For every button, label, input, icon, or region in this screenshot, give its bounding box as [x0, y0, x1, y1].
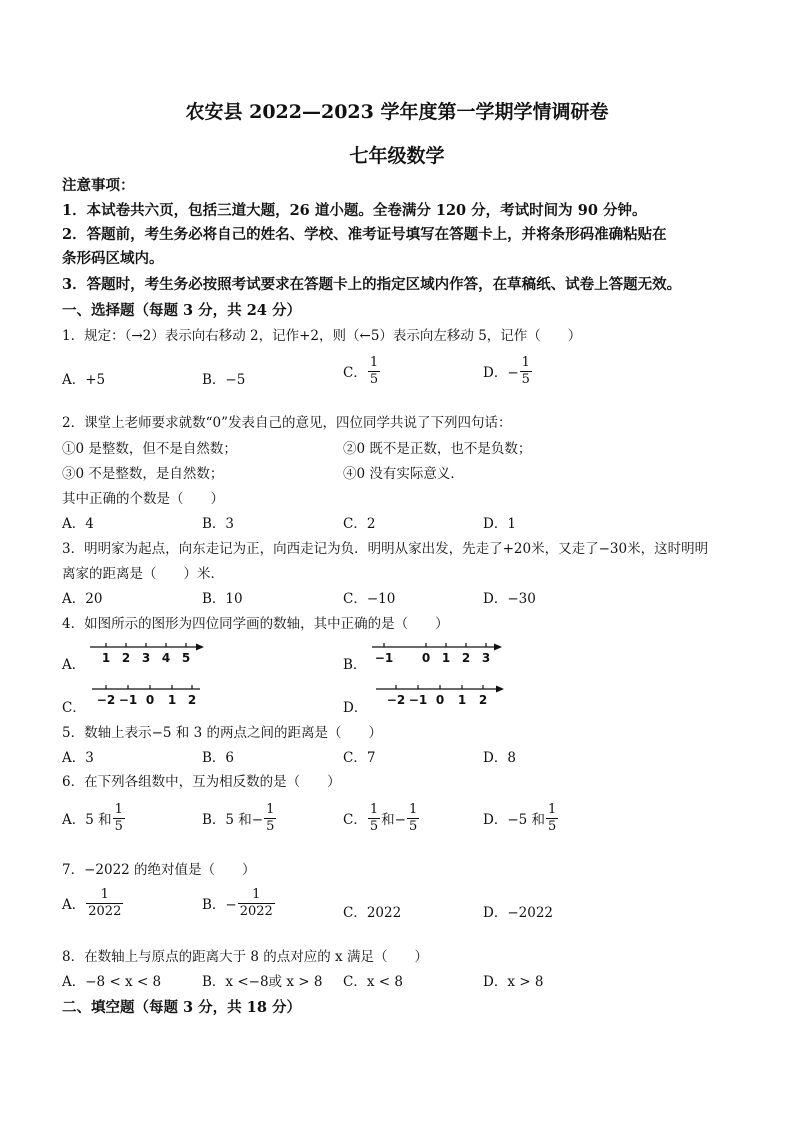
- exam-subtitle: 七年级数学: [349, 145, 445, 167]
- q5-option-d: D．8: [483, 750, 516, 766]
- q7-option-a: A． $\frac{1}{2022}$: [62, 887, 122, 919]
- tick-label: 3: [481, 651, 491, 665]
- tick-label: 4: [161, 651, 171, 665]
- q1-option-a: A．+5: [62, 372, 106, 388]
- q3-option-c: C．−10: [343, 591, 396, 607]
- q4-option-d-label: D．: [343, 700, 368, 716]
- q5-option-b: B．6: [202, 750, 235, 766]
- tick-label: 5: [181, 651, 191, 665]
- q4-option-c-label: C．: [62, 700, 86, 716]
- exam-title: 农安县 2022—2023 学年度第一学期学情调研卷: [185, 101, 609, 123]
- q2-option-c: C．2: [343, 516, 376, 532]
- notice-item-2-cont: 条形码区域内。: [62, 250, 164, 267]
- q2-option-b: B．3: [202, 516, 235, 532]
- tick-label: −1: [374, 651, 394, 665]
- notice-heading: 注意事项：: [62, 177, 135, 194]
- fraction: $\frac{1}{5}$: [266, 802, 275, 834]
- q8-option-a: A．−8 < x < 8: [62, 974, 162, 990]
- tick-label: −2: [386, 693, 406, 707]
- fraction: $\frac{1}{5}$: [114, 802, 123, 834]
- question-5-stem: 5．数轴上表示−5 和 3 的两点之间的距离是（ ）: [62, 725, 382, 741]
- q4-option-a-label: A．: [62, 657, 86, 673]
- question-8-stem: 8．在数轴上与原点的距离大于 8 的点对应的 x 满足（ ）: [62, 949, 428, 965]
- question-3-stem: 3．明明家为起点，向东走记为正，向西走记为负．明明从家出发，先走了+20米，又走了−30米，这时明明: [62, 541, 709, 557]
- fraction: $\frac{1}{5}$: [369, 802, 379, 834]
- question-2-stem: 2．课堂上老师要求就数“0”发表自己的意见，四位同学共说了下列四句话：: [62, 415, 512, 431]
- fraction: $\frac{1}{5}$: [408, 802, 418, 834]
- q2-ask: 其中正确的个数是（ ）: [62, 491, 224, 507]
- q7-option-d: D．−2022: [483, 905, 553, 921]
- tick-label: 1: [441, 651, 451, 665]
- q6-option-a: A．5 和 $\frac{1}{5}$: [62, 802, 123, 834]
- notice-item-2: 2．答题前，考生务必将自己的姓名、学校、准考证号填写在答题卡上，并将条形码准确粘贴在: [62, 226, 667, 243]
- tick-label: 1: [457, 693, 467, 707]
- question-6-stem: 6．在下列各组数中，互为相反数的是（ ）: [62, 774, 341, 790]
- q8-option-b: B．x <−8或 x > 8: [202, 974, 323, 990]
- tick-label: 2: [461, 651, 471, 665]
- q5-option-a: A．3: [62, 750, 94, 766]
- fraction: $\frac{1}{5}$: [548, 802, 557, 834]
- notice-item-3: 3．答题时，考生务必按照考试要求在答题卡上的指定区域内作答，在草稿纸、试卷上答题无效。: [62, 276, 682, 293]
- tick-label: 0: [435, 693, 445, 707]
- question-3-stem-cont: 离家的距离是（ ）米．: [62, 566, 224, 582]
- fraction: $\frac{1}{2022}$: [88, 887, 122, 919]
- tick-label: 0: [421, 651, 431, 665]
- fraction: $\frac{1}{5}$: [369, 355, 379, 387]
- tick-label: −1: [408, 693, 428, 707]
- tick-label: 3: [141, 651, 151, 665]
- q2-option-d: D．1: [483, 516, 516, 532]
- q4-option-b-label: B．: [343, 657, 367, 673]
- tick-label: 0: [145, 693, 155, 707]
- q5-option-c: C．7: [343, 750, 376, 766]
- q7-option-b: B．− $\frac{1}{2022}$: [202, 887, 273, 919]
- tick-label: 2: [478, 693, 488, 707]
- q2-option-a: A．4: [62, 516, 94, 532]
- number-line-b: [368, 640, 508, 666]
- q1-option-c: C． $\frac{1}{5}$: [343, 355, 379, 387]
- q2-statement-2: ②0 既不是正数，也不是负数；: [343, 441, 532, 457]
- fraction: $\frac{1}{2022}$: [239, 887, 273, 919]
- q6-option-b: B．5 和− $\frac{1}{5}$: [202, 802, 275, 834]
- tick-label: 1: [101, 651, 111, 665]
- notice-item-1: 1．本试卷共六页，包括三道大题，26 道小题。全卷满分 120 分，考试时间为 90 分钟。: [62, 202, 647, 219]
- question-1-stem: 1．规定：（→2）表示向右移动 2，记作+2，则（←5）表示向左移动 5，记作（ ）: [62, 328, 582, 344]
- tick-label: 2: [121, 651, 131, 665]
- q6-option-c: C． $\frac{1}{5}$ 和− $\frac{1}{5}$: [343, 802, 418, 834]
- q8-option-c: C．x < 8: [343, 974, 403, 990]
- q8-option-d: D．x > 8: [483, 974, 544, 990]
- q6-option-d: D．−5 和 $\frac{1}{5}$: [483, 802, 557, 834]
- number-line-a: [86, 640, 211, 666]
- question-7-stem: 7．−2022 的绝对值是（ ）: [62, 862, 256, 878]
- number-line-d: [372, 682, 512, 708]
- q2-statement-1: ①0 是整数，但不是自然数；: [62, 441, 237, 457]
- tick-label: 2: [187, 693, 197, 707]
- q3-option-a: A．20: [62, 591, 103, 607]
- section-1-heading: 一、选择题（每题 3 分，共 24 分）: [62, 302, 301, 319]
- tick-label: 1: [167, 693, 177, 707]
- tick-label: −1: [118, 693, 138, 707]
- q7-option-c: C．2022: [343, 905, 402, 921]
- q1-option-b: B．−5: [202, 372, 246, 388]
- section-2-heading: 二、填空题（每题 3 分，共 18 分）: [62, 999, 301, 1016]
- q2-statement-4: ④0 没有实际意义．: [343, 466, 464, 482]
- question-4-stem: 4．如图所示的图形为四位同学画的数轴，其中正确的是（ ）: [62, 616, 449, 632]
- q3-option-b: B．10: [202, 591, 243, 607]
- q1-option-d: D．− $\frac{1}{5}$: [483, 355, 530, 387]
- q2-statement-3: ③0 不是整数，是自然数；: [62, 466, 224, 482]
- tick-label: −2: [96, 693, 116, 707]
- fraction: $\frac{1}{5}$: [521, 355, 530, 387]
- number-line-c: [88, 682, 208, 708]
- q3-option-d: D．−30: [483, 591, 536, 607]
